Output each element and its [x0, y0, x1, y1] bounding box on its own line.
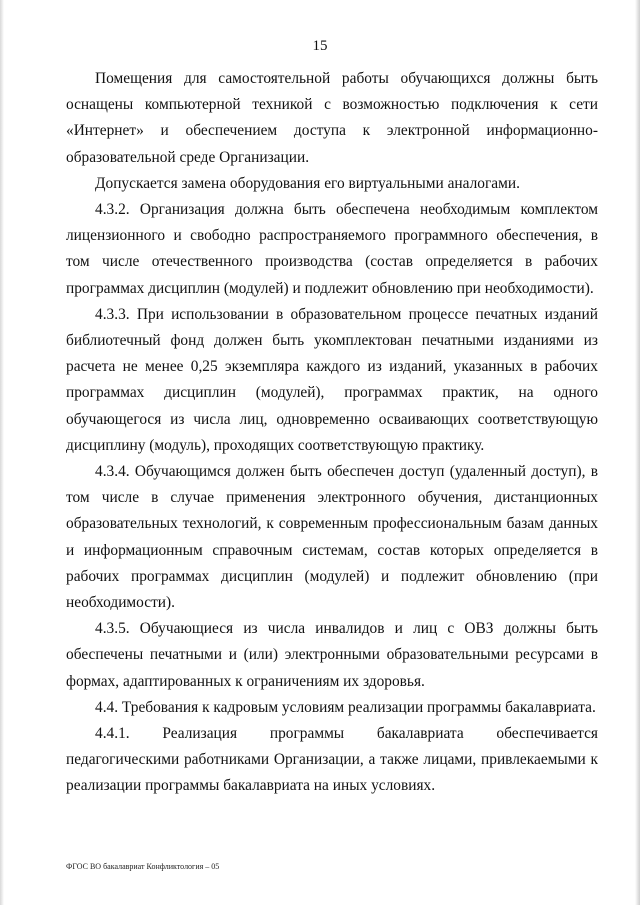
- paragraph-virtual-analogs: Допускается замена оборудования его виртуальными аналогами.: [95, 174, 520, 192]
- paragraph-4-3-3: 4.3.3. При использовании в образовательном процессе печатных изданий библиотечный фонд должен быть укомплектован печатными изданиями из расчета не менее 0,25 экземпляра каждого из изданий, указанных в рабочих программах дисциплин (модулей), программах практик, на одного обучающегося из числа лиц, одновременно осваивающих соответствующую дисциплину (модуль), проходящих соответствующую практику.: [66, 305, 598, 454]
- scan-edge-right: [635, 0, 640, 905]
- paragraph-4-4: 4.4. Требования к кадровым условиям реализации программы бакалавриата.: [95, 698, 596, 716]
- paragraph-4-3-2: 4.3.2. Организация должна быть обеспечена необходимым комплектом лицензионного и свободно распространяемого программного обеспечения, в том числе отечественного производства (состав определяется в рабочих программах дисциплин (модулей) и подлежит обновлению при необходимости).: [66, 201, 598, 297]
- paragraph-4-3-4: 4.3.4. Обучающимся должен быть обеспечен доступ (удаленный доступ), в том числе в случае применения электронного обучения, дистанционных образовательных технологий, к современным профессиональным базам данных и информационным справочным системам, состав которых определяется в рабочих программах дисциплин (модулей) и подлежит обновлению (при необходимости).: [66, 463, 598, 612]
- page-number: 15: [312, 38, 328, 54]
- footer-document-id: ФГОС ВО бакалавриат Конфликтология – 05: [66, 862, 220, 871]
- paragraph-4-4-1: 4.4.1. Реализация программы бакалавриата обеспечивается педагогическими работниками Организации, а также лицами, привлекаемыми к реализации программы бакалавриата на иных условиях.: [66, 725, 598, 795]
- paragraph-premises: Помещения для самостоятельной работы обучающихся должны быть оснащены компьютерной техникой с возможностью подключения к сети «Интернет» и обеспечением доступа к электронной информационно-образовательной среде Организации.: [66, 70, 598, 166]
- scan-edge-left: [0, 0, 4, 905]
- paragraph-4-3-5: 4.3.5. Обучающиеся из числа инвалидов и лиц с ОВЗ должны быть обеспечены печатными и (или) электронными образовательными ресурсами в формах, адаптированных к ограничениям их здоровья.: [66, 620, 598, 690]
- document-body: [66, 66, 598, 800]
